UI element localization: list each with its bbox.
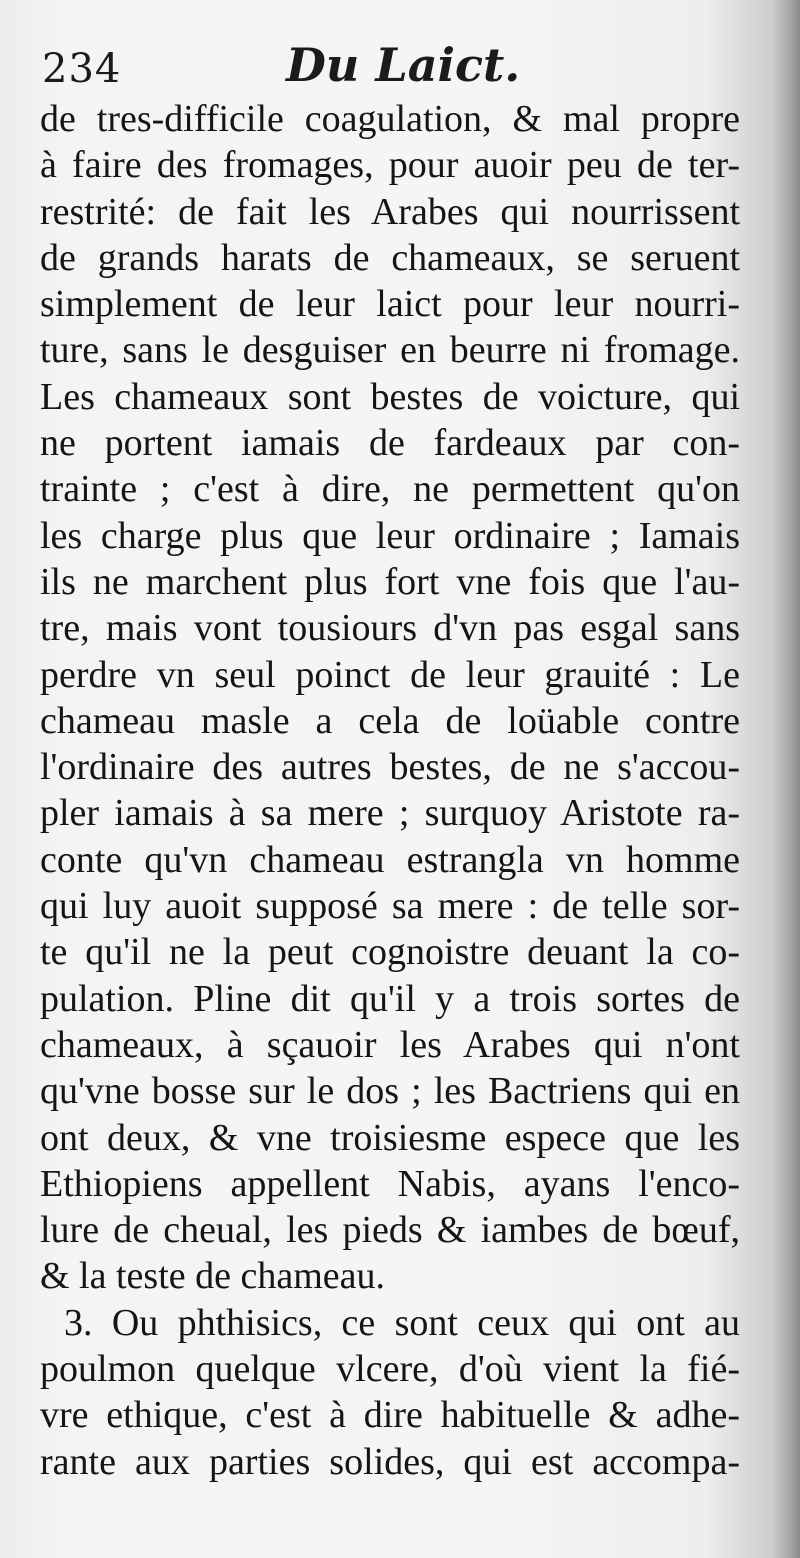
text-line: ne portent iamais de fardeaux par con- bbox=[40, 422, 740, 465]
text-line: 3. Ou phthisics, ce sont ceux qui ont au bbox=[64, 1301, 740, 1344]
page-number: 234 bbox=[42, 46, 122, 92]
text-line: l'ordinaire des autres bestes, de ne s'accou- bbox=[40, 746, 740, 789]
running-head: Du Laict. bbox=[286, 38, 521, 92]
text-line: ture, sans le desguiser en beurre ni fromage. bbox=[40, 329, 740, 372]
text-line: chameaux, à sçauoir les Arabes qui n'ont bbox=[40, 1023, 740, 1066]
text-line: simplement de leur laict pour leur nourri- bbox=[40, 283, 740, 326]
text-line: de grands harats de chameaux, se seruent bbox=[40, 236, 740, 279]
text-line: ils ne marchent plus fort vne fois que l'au- bbox=[40, 560, 740, 603]
text-line: les charge plus que leur ordinaire ; Iamais bbox=[40, 514, 740, 557]
text-line: à faire des fromages, pour auoir peu de ter- bbox=[40, 144, 740, 187]
text-line: qui luy auoit supposé sa mere : de telle sor- bbox=[40, 885, 740, 928]
text-line: conte qu'vn chameau estrangla vn homme bbox=[40, 838, 740, 881]
text-line: Les chameaux sont bestes de voicture, qui bbox=[40, 375, 740, 418]
text-line: Ethiopiens appellent Nabis, ayans l'enco- bbox=[40, 1162, 740, 1205]
text-line: chameau masle a cela de loüable contre bbox=[40, 699, 740, 742]
text-line: restrité: de fait les Arabes qui nourrissent bbox=[40, 190, 740, 233]
text-line: qu'vne bosse sur le dos ; les Bactriens qui en bbox=[40, 1070, 740, 1113]
body-text bbox=[40, 96, 740, 1485]
text-line: pler iamais à sa mere ; surquoy Aristote ra- bbox=[40, 792, 740, 835]
text-line: lure de cheual, les pieds & iambes de bœuf, bbox=[40, 1209, 740, 1252]
text-line: vre ethique, c'est à dire habituelle & adhe- bbox=[40, 1394, 740, 1437]
text-line: poulmon quelque vlcere, d'où vient la fié- bbox=[40, 1348, 740, 1391]
text-line: tre, mais vont tousiours d'vn pas esgal sans bbox=[40, 607, 740, 650]
page-header bbox=[40, 38, 740, 100]
text-line: te qu'il ne la peut cognoistre deuant la co- bbox=[40, 931, 740, 974]
text-line: & la teste de chameau. bbox=[40, 1255, 386, 1298]
text-line: ont deux, & vne troisiesme espece que les bbox=[40, 1116, 740, 1159]
text-line: rante aux parties solides, qui est accompa- bbox=[40, 1440, 740, 1483]
text-line: trainte ; c'est à dire, ne permettent qu'on bbox=[40, 468, 740, 511]
text-line: de tres-difficile coagulation, & mal propre bbox=[40, 98, 740, 140]
text-line: pulation. Pline dit qu'il y a trois sortes de bbox=[40, 977, 740, 1020]
text-line: perdre vn seul poinct de leur grauité : Le bbox=[40, 653, 740, 696]
